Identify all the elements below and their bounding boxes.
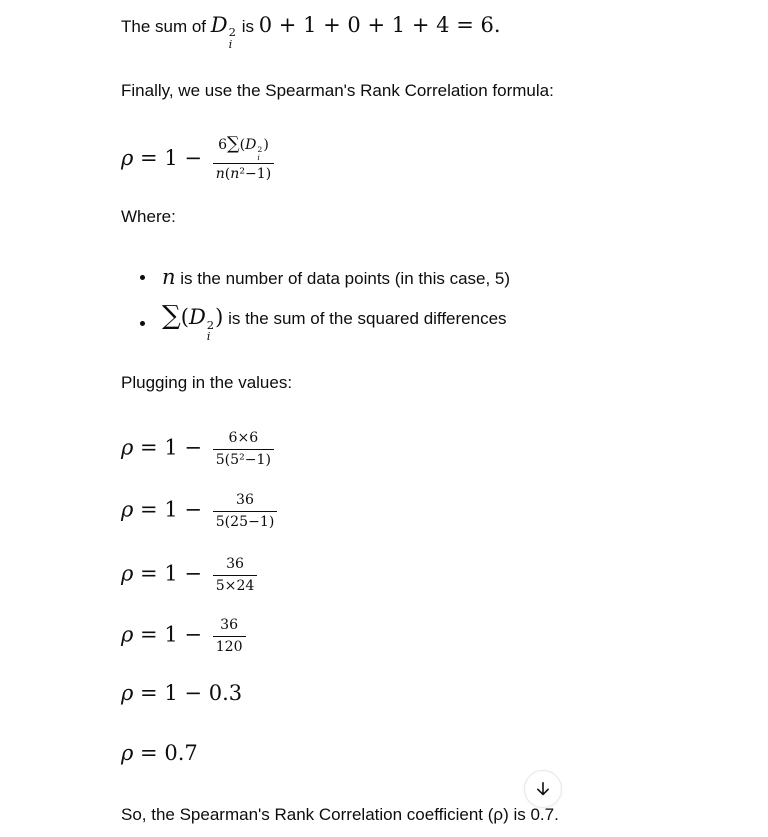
bullet-dot-icon — [140, 321, 145, 326]
equation-fraction — [213, 617, 246, 655]
equation-fraction — [213, 492, 278, 530]
math-sum-expression: 0 + 1 + 0 + 1 + 4 = 6. — [258, 13, 501, 37]
sum-text-before: The sum of — [121, 17, 211, 36]
down-arrow-icon — [533, 779, 553, 799]
sum-text-mid: is — [236, 17, 259, 36]
equation-step-5: ρ = 1 − 0.3 — [121, 681, 243, 705]
formula-fraction — [213, 136, 275, 183]
math-d-squared: D 2 i — [210, 13, 236, 51]
equation-step-4 — [121, 617, 246, 655]
equation-lhs: ρ = 1 − — [121, 622, 203, 647]
equation-step-1 — [121, 430, 274, 468]
bullet-text-body: is the sum of the squared differences — [223, 309, 507, 329]
equation-numerator: 36 — [226, 556, 244, 572]
equation-numerator: 6×6 — [228, 430, 259, 446]
bullet-list — [121, 263, 511, 344]
bullet-item — [121, 263, 510, 292]
math-sum-d-squared: ∑(D 2 i ) — [162, 301, 224, 344]
equation-fraction — [213, 556, 258, 594]
plugging-label: Plugging in the values: — [121, 373, 293, 392]
formula-denominator: n(n²−1) — [213, 163, 275, 183]
equation-denominator: 120 — [213, 636, 246, 656]
sum-paragraph — [121, 15, 501, 50]
where-label: Where: — [121, 207, 176, 226]
conclusion-paragraph: So, the Spearman's Rank Correlation coefficient (ρ) is 0.7. — [121, 805, 559, 824]
equation-step-2 — [121, 492, 277, 530]
equation-lhs: ρ = 1 − — [121, 561, 203, 586]
equation-lhs: ρ = 1 − — [121, 497, 203, 522]
bullet-text — [162, 303, 507, 342]
bullet-dot-icon — [140, 275, 145, 280]
equation-denominator: 5×24 — [213, 575, 258, 595]
math-n: n — [162, 264, 176, 289]
equation-denominator: 5(25−1) — [213, 511, 278, 531]
formula-numerator: 6∑(D 2 i ) — [218, 134, 269, 162]
spearman-formula — [121, 136, 274, 183]
intro-paragraph: Finally, we use the Spearman's Rank Correlation formula: — [121, 81, 554, 100]
bullet-text-body: is the number of data points (in this case, 5) — [175, 268, 511, 288]
equation-fraction — [213, 430, 274, 468]
formula-lhs: ρ = 1 − — [121, 146, 203, 170]
bullet-text — [162, 264, 511, 289]
bullet-item — [121, 301, 510, 344]
equation-step-3 — [121, 556, 257, 594]
equation-numerator: 36 — [236, 492, 254, 508]
equation-denominator: 5(5²−1) — [213, 449, 274, 469]
equation-numerator: 36 — [220, 617, 239, 633]
scroll-to-bottom-button[interactable] — [524, 770, 562, 808]
equation-step-6: ρ = 0.7 — [121, 741, 198, 765]
equation-lhs: ρ = 1 − — [121, 435, 203, 460]
